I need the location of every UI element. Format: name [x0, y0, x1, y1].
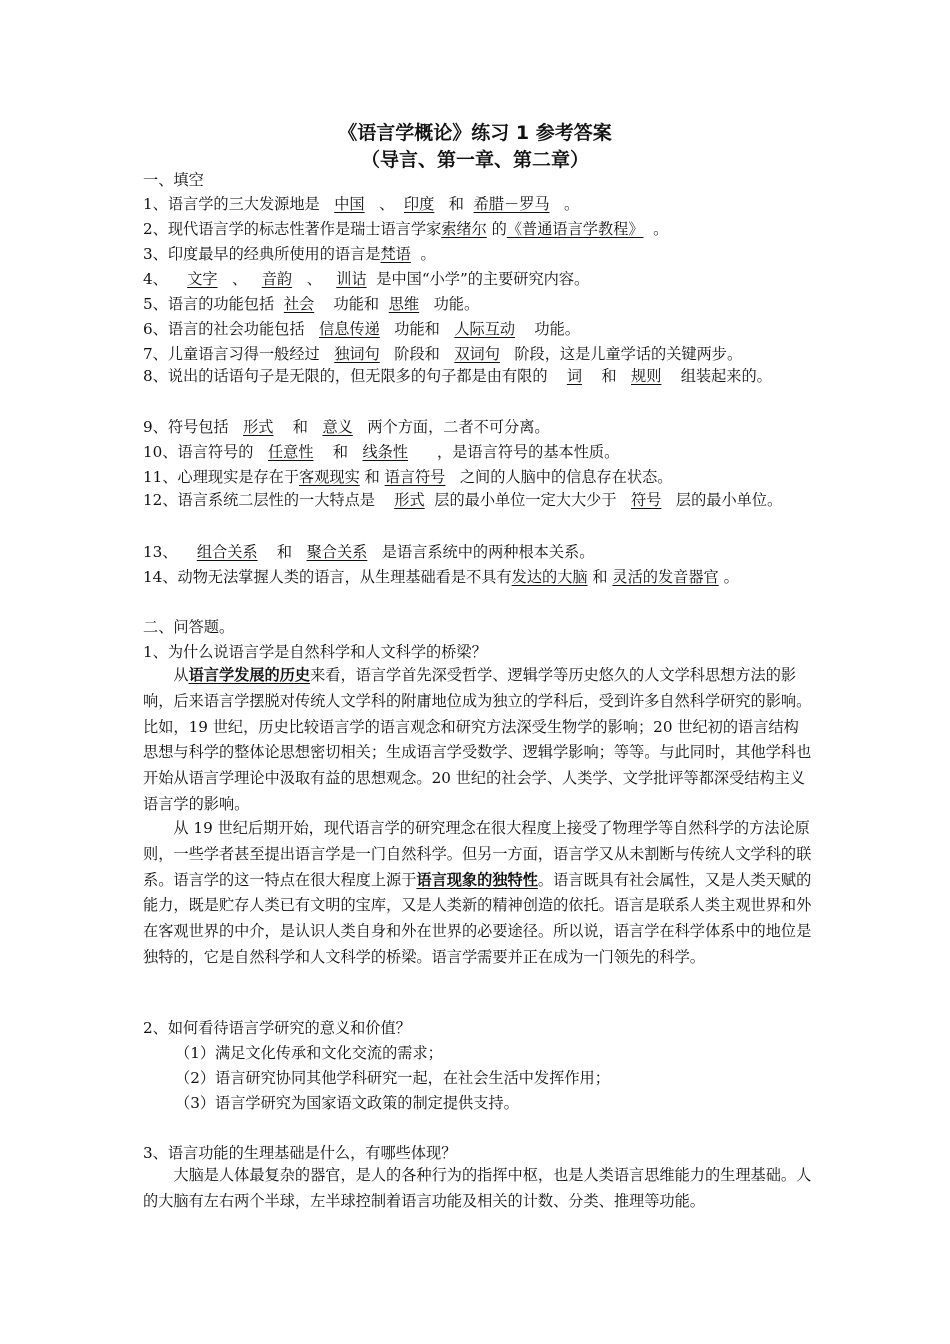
qa-answer-2-item-2: （2）语言研究协同其他学科研究一起，在社会生活中发挥作用； [175, 1069, 610, 1087]
question-1: 1、语言学的三大发源地是 中国 、 印度 和 希腊－罗马 。 [143, 195, 580, 213]
answer: 语言符号 [384, 468, 446, 486]
answer: 音韵 [261, 270, 293, 288]
answer: 中国 [334, 195, 365, 213]
page-subtitle: （导言、第一章、第二章） [360, 149, 589, 171]
page-title: 《语言学概论》练习 1 参考答案 [338, 122, 612, 144]
qa-question-1: 1、为什么说语言学是自然科学和人文科学的桥梁？ [143, 643, 487, 661]
question-2: 2、现代语言学的标志性著作是瑞士语言学家索绪尔 的《普通语言学教程》 。 [143, 220, 669, 238]
answer: 任意性 [267, 443, 314, 461]
qa-question-2: 2、如何看待语言学研究的意义和价值？ [143, 1019, 411, 1037]
answer: 人际互动 [454, 320, 516, 338]
answer: 双词句 [454, 345, 500, 363]
answer: 信息传递 [319, 320, 380, 338]
answer: 社会 [283, 295, 315, 313]
answer: 客观现实 [299, 468, 360, 486]
qa-answer-2-item-1: （1）满足文化传承和文化交流的需求； [175, 1044, 443, 1062]
question-6: 6、语言的社会功能包括 信息传递 功能和 人际互动 功能。 [143, 320, 580, 338]
answer: 规则 [631, 367, 662, 385]
question-13: 13、 组合关系 和 聚合关系 是语言系统中的两种根本关系。 [143, 543, 595, 561]
emphasis: 语言现象的独特性 [416, 870, 538, 889]
question-10: 10、语言符号的 任意性 和 线条性 ，是语言符号的基本性质。 [143, 443, 620, 461]
question-12: 12、语言系统二层性的一大特点是 形式 层的最小单位一定大大少于 符号 层的最小单位。 [143, 491, 783, 509]
answer: 独词句 [334, 345, 380, 363]
answer: 梵语 [380, 245, 411, 263]
question-8: 8、说出的话语句子是无限的，但无限多的句子都是由有限的 词 和 规则 组装起来的。 [143, 367, 772, 385]
answer: 思维 [388, 295, 420, 313]
answer: 印度 [403, 195, 435, 213]
answer: 形式 [243, 418, 274, 436]
question-14: 14、动物无法掌握人类的语言，从生理基础看是不具有发达的大脑 和 灵活的发音器官 。 [143, 568, 739, 586]
question-4: 4、 文字 、 音韵 、 训诂 是中国“小学”的主要研究内容。 [143, 270, 590, 288]
answer: 意义 [322, 418, 353, 436]
answer: 形式 [394, 491, 425, 509]
answer: 线条性 [362, 443, 409, 461]
answer: 《普通语言学教程》 [506, 220, 644, 238]
question-9: 9、符号包括 形式 和 意义 两个方面，二者不可分离。 [143, 418, 550, 436]
section-heading-fill: 一、填空 [143, 171, 204, 189]
qa-answer-3-paragraph-1: 大脑是人体最复杂的器官，是人的各种行为的指挥中枢，也是人类语言思维能力的生理基础。人的大脑有左右两个半球，左半球控制着语言功能及相关的计数、分类、推理等功能。 [143, 1166, 812, 1210]
answer: 训诂 [336, 270, 367, 288]
qa-answer-1-paragraph-2: 从 19 世纪后期开始，现代语言学的研究理念在很大程度上接受了物理学等自然科学的方法论原则，一些学者甚至提出语言学是一门自然科学。但另一方面，语言学又从未割断与传统人文学科的联系。语言学的这一特点在很大程度上源于语言现象的独特性。语言既具有社会属性，又是人类天赋的能力，既是贮存人类已有文明的宝库，又是人类新的精神创造的依托。语言是联系人类主观世界和外在客观世界的中介，是认识人类自身和外在世界的必要途径。所以说，语言学在科学体系中的地位是独特的，它是自然科学和人文科学的桥梁。语言学需要并正在成为一门领先的科学。 [143, 819, 812, 966]
answer: 聚合关系 [306, 543, 368, 561]
qa-answer-1-paragraph-1: 从语言学发展的历史来看，语言学首先深受哲学、逻辑学等历史悠久的人文学科思想方法的影响，后来语言学摆脱对传统人文学科的附庸地位成为独立的学科后，受到许多自然科学研究的影响。比如，19 世纪，历史比较语言学的语言观念和研究方法深受生物学的影响；20 世纪初的语言结构思想与科学的整体论思想密切相关；生成语言学受数学、逻辑学影响；等等。与此同时，其他学科也开始从语言学理论中汲取有益的思想观念。20 世纪的社会学、人类学、文学批评等都深受结构主义语言学的影响。 [143, 666, 812, 813]
answer: 索绪尔 [441, 220, 487, 238]
qa-answer-2-item-3: （3）语言学研究为国家语文政策的制定提供支持。 [175, 1094, 519, 1112]
answer: 文字 [187, 270, 218, 288]
question-11: 11、心理现实是存在于客观现实 和 语言符号 之间的人脑中的信息存在状态。 [143, 468, 673, 486]
answer: 发达的大脑 [511, 568, 588, 586]
answer: 灵活的发音器官 [612, 568, 719, 586]
section-heading-qa: 二、问答题。 [143, 618, 235, 636]
answer: 词 [566, 367, 583, 385]
answer: 符号 [631, 491, 662, 509]
emphasis: 语言学发展的历史 [188, 666, 311, 684]
answer: 希腊－罗马 [473, 195, 550, 213]
question-3: 3、印度最早的经典所使用的语言是梵语 。 [143, 245, 436, 263]
question-7: 7、儿童语言习得一般经过 独词句 阶段和 双词句 阶段，这是儿童学话的关键两步。 [143, 345, 743, 363]
answer: 组合关系 [196, 543, 258, 561]
question-5: 5、语言的功能包括 社会 功能和 思维 功能。 [143, 295, 480, 313]
qa-question-3: 3、语言功能的生理基础是什么，有哪些体现？ [143, 1144, 457, 1162]
